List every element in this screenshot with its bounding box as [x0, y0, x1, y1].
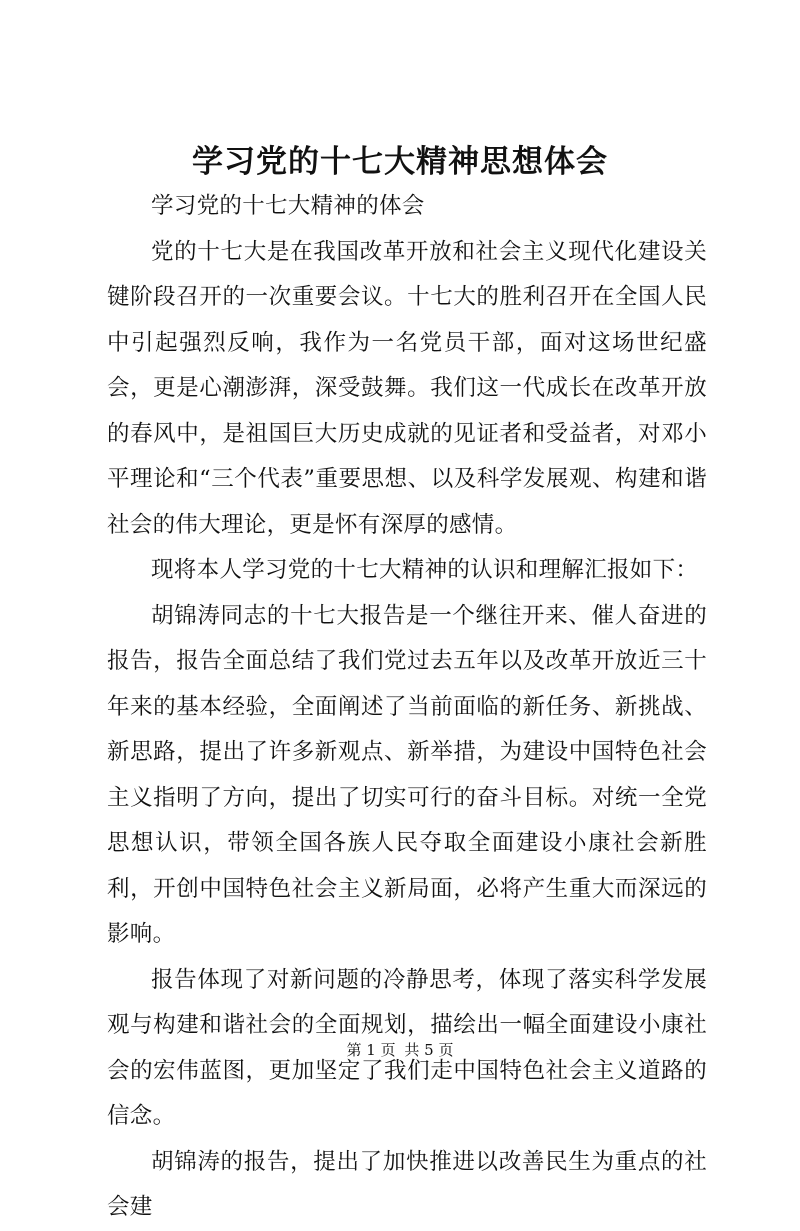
document-body — [107, 184, 707, 1231]
paragraph: 报告体现了对新问题的冷静思考，体现了落实科学发展观与构建和谐社会的全面规划，描绘出一幅全面建设小康社会的宏伟蓝图，更加坚定了我们走中国特色社会主义道路的信念。 — [107, 966, 707, 1129]
paragraph: 胡锦涛的报告，提出了加快推进以改善民生为重点的社会建 — [107, 1148, 707, 1220]
paragraph: 党的十七大是在我国改革开放和社会主义现代化建设关键阶段召开的一次重要会议。十七大的胜利召开在全国人民中引起强烈反响，我作为一名党员干部，面对这场世纪盛会，更是心潮澎湃，深受鼓舞。我们这一代成长在改革开放的春风中，是祖国巨大历史成就的见证者和受益者，对邓小平理论和“三个代表”重要思想、以及科学发展观、构建和谐社会的伟大理论，更是怀有深厚的感情。 — [107, 238, 707, 538]
paragraph: 现将本人学习党的十七大精神的认识和理解汇报如下： — [151, 557, 699, 583]
paragraph-subtitle: 学习党的十七大精神的体会 — [151, 193, 425, 219]
document-title: 学习党的十七大精神思想体会 — [192, 144, 608, 180]
page-total: 共 5 页 — [404, 1041, 454, 1059]
page-number: 第 1 页 — [346, 1041, 396, 1059]
page-footer — [0, 1040, 800, 1060]
paragraph: 胡锦涛同志的十七大报告是一个继往开来、催人奋进的报告，报告全面总结了我们党过去五年以及改革开放近三十年来的基本经验，全面阐述了当前面临的新任务、新挑战、新思路，提出了许多新观点、新举措，为建设中国特色社会主义指明了方向，提出了切实可行的奋斗目标。对统一全党思想认识，带领全国各族人民夺取全面建设小康社会新胜利，开创中国特色社会主义新局面，必将产生重大而深远的影响。 — [107, 602, 707, 947]
